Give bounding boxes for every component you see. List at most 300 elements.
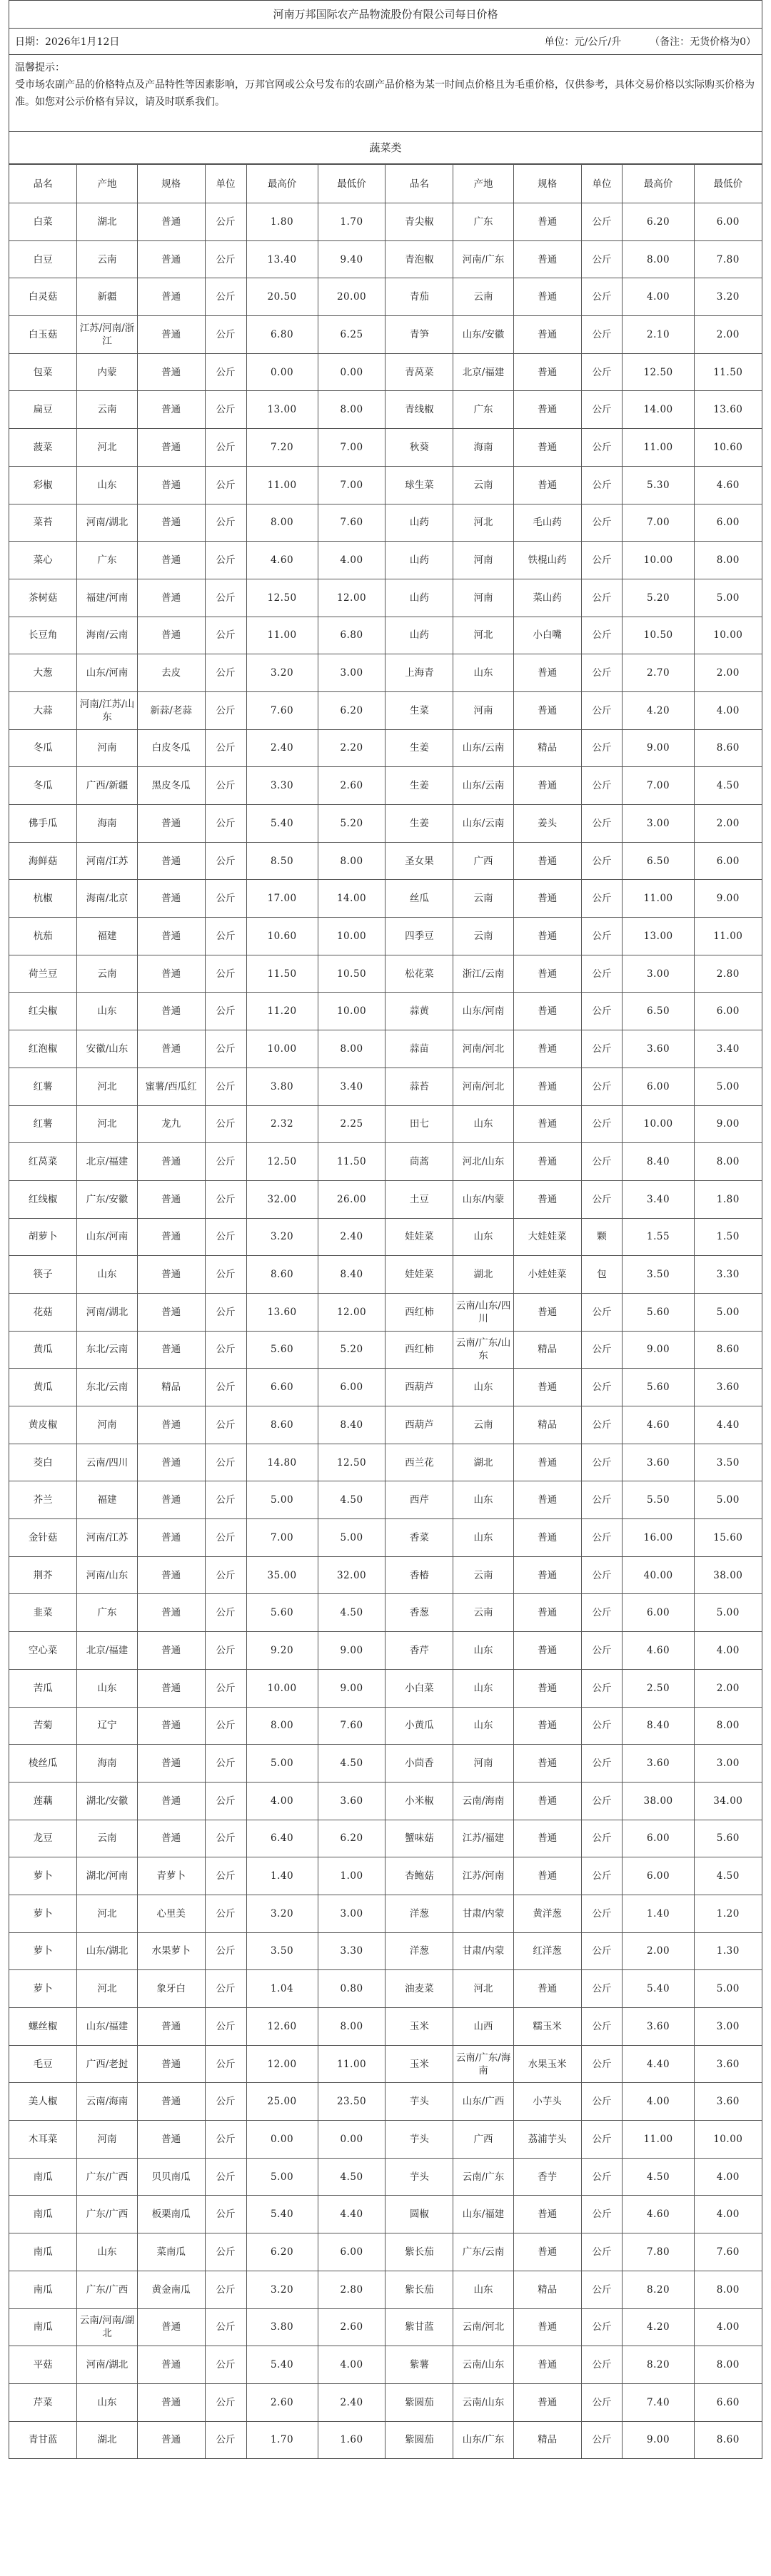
table-cell: 8.00	[623, 240, 694, 278]
table-cell: 山东	[453, 2271, 513, 2308]
table-cell: 芥兰	[9, 1481, 77, 1519]
table-cell: 香芋	[513, 2158, 581, 2196]
table-cell: 糯玉米	[513, 2008, 581, 2046]
table-cell: 6.00	[694, 842, 762, 880]
table-cell: 紫圆茄	[386, 2383, 453, 2421]
section-title: 蔬菜类	[9, 132, 762, 164]
table-cell: 普通	[137, 1218, 205, 1256]
table-cell: 冬瓜	[9, 729, 77, 767]
table-cell: 大葱	[9, 654, 77, 692]
table-cell: 普通	[513, 918, 581, 955]
table-cell: 冬瓜	[9, 767, 77, 805]
table-cell: 普通	[513, 1105, 581, 1143]
table-cell: 云南	[453, 1594, 513, 1632]
table-cell: 普通	[137, 1782, 205, 1820]
table-cell: 14.00	[318, 880, 386, 918]
table-cell: 普通	[137, 880, 205, 918]
table-cell: 公斤	[205, 429, 246, 467]
table-cell: 西红柿	[386, 1293, 453, 1331]
table-cell: 公斤	[581, 1331, 623, 1369]
table-cell: 河南/湖北	[77, 1293, 137, 1331]
table-cell: 7.00	[318, 466, 386, 504]
table-cell: 3.20	[694, 278, 762, 316]
table-cell: 11.00	[246, 617, 318, 654]
table-cell: 海南/北京	[77, 880, 137, 918]
table-cell: 小黄瓜	[386, 1707, 453, 1745]
table-cell: 4.60	[623, 2196, 694, 2233]
table-cell: 公斤	[581, 316, 623, 354]
table-cell: 10.00	[246, 1669, 318, 1707]
table-cell: 10.00	[246, 1030, 318, 1068]
table-cell: 河南	[453, 579, 513, 617]
table-row	[9, 2383, 762, 2421]
table-cell: 黄洋葱	[513, 1895, 581, 1932]
table-cell: 湖北	[453, 1444, 513, 1481]
table-cell: 公斤	[205, 767, 246, 805]
table-cell: 紫甘蓝	[386, 2308, 453, 2346]
table-cell: 普通	[137, 1632, 205, 1670]
column-header: 产地	[453, 165, 513, 203]
table-cell: 普通	[137, 240, 205, 278]
table-cell: 生姜	[386, 767, 453, 805]
table-cell: 0.00	[246, 2121, 318, 2159]
table-cell: 8.00	[694, 1707, 762, 1745]
table-cell: 公斤	[581, 1782, 623, 1820]
table-cell: 8.00	[694, 542, 762, 579]
table-cell: 2.00	[623, 1932, 694, 1970]
table-cell: 3.50	[694, 1444, 762, 1481]
table-cell: 普通	[137, 1143, 205, 1181]
table-cell: 河北	[453, 617, 513, 654]
table-cell: 山东	[77, 2233, 137, 2271]
table-cell: 38.00	[623, 1782, 694, 1820]
table-cell: 河南/江苏	[77, 842, 137, 880]
table-cell: 3.60	[694, 1369, 762, 1406]
table-cell: 1.40	[623, 1895, 694, 1932]
table-cell: 10.60	[694, 429, 762, 467]
table-cell: 云南/河南/湖北	[77, 2308, 137, 2346]
table-cell: 内蒙	[77, 353, 137, 391]
table-cell: 4.60	[694, 466, 762, 504]
table-cell: 河北/山东	[453, 1143, 513, 1181]
table-cell: 公斤	[581, 1406, 623, 1444]
table-cell: 普通	[513, 1444, 581, 1481]
table-cell: 松花菜	[386, 955, 453, 993]
table-cell: 普通	[513, 278, 581, 316]
table-cell: 精品	[513, 2271, 581, 2308]
table-cell: 山东	[453, 1632, 513, 1670]
column-header: 规格	[513, 165, 581, 203]
table-cell: 9.00	[623, 2421, 694, 2458]
table-cell: 8.60	[246, 1256, 318, 1294]
table-cell: 湖北/河南	[77, 1857, 137, 1895]
table-row	[9, 1970, 762, 2008]
table-cell: 公斤	[205, 1030, 246, 1068]
table-row	[9, 1331, 762, 1369]
table-cell: 青萝卜	[137, 1857, 205, 1895]
table-cell: 0.00	[246, 353, 318, 391]
table-cell: 普通	[137, 805, 205, 843]
table-cell: 山东/福建	[77, 2008, 137, 2046]
table-cell: 黄皮椒	[9, 1406, 77, 1444]
table-cell: 5.00	[246, 1745, 318, 1783]
column-header: 品名	[386, 165, 453, 203]
table-cell: 公斤	[581, 955, 623, 993]
table-cell: 公斤	[205, 1331, 246, 1369]
table-cell: 蒜黄	[386, 993, 453, 1030]
table-cell: 山东/福建	[453, 2196, 513, 2233]
table-cell: 山东/安徽	[453, 316, 513, 354]
table-cell: 洋葱	[386, 1932, 453, 1970]
table-cell: 公斤	[581, 1594, 623, 1632]
table-cell: 普通	[513, 1481, 581, 1519]
table-cell: 红尖椒	[9, 993, 77, 1030]
table-cell: 6.25	[318, 316, 386, 354]
table-cell: 公斤	[205, 2346, 246, 2384]
table-cell: 7.40	[623, 2383, 694, 2421]
table-row	[9, 842, 762, 880]
table-cell: 普通	[137, 2045, 205, 2083]
table-cell: 2.00	[694, 316, 762, 354]
table-cell: 12.50	[318, 1444, 386, 1481]
table-cell: 公斤	[581, 767, 623, 805]
table-cell: 4.00	[694, 2196, 762, 2233]
table-cell: 云南	[453, 466, 513, 504]
table-cell: 普通	[137, 842, 205, 880]
table-row	[9, 1707, 762, 1745]
table-cell: 公斤	[581, 2083, 623, 2121]
table-row	[9, 617, 762, 654]
table-cell: 公斤	[581, 466, 623, 504]
table-cell: 山东	[453, 654, 513, 692]
table-cell: 6.20	[246, 2233, 318, 2271]
table-row	[9, 1895, 762, 1932]
table-cell: 公斤	[205, 1068, 246, 1105]
table-cell: 河南	[453, 1745, 513, 1783]
table-cell: 公斤	[205, 955, 246, 993]
table-cell: 普通	[513, 1293, 581, 1331]
table-cell: 西红柿	[386, 1331, 453, 1369]
table-cell: 蟹味菇	[386, 1820, 453, 1857]
table-cell: 莲藕	[9, 1782, 77, 1820]
table-cell: 公斤	[205, 993, 246, 1030]
table-cell: 5.40	[623, 1970, 694, 2008]
table-cell: 云南/海南	[453, 1782, 513, 1820]
table-row	[9, 2121, 762, 2159]
table-cell: 红洋葱	[513, 1932, 581, 1970]
table-cell: 5.00	[694, 1481, 762, 1519]
table-cell: 12.00	[318, 1293, 386, 1331]
table-cell: 河南/山东	[77, 1556, 137, 1594]
table-cell: 普通	[513, 767, 581, 805]
table-cell: 杭椒	[9, 880, 77, 918]
table-cell: 5.60	[623, 1293, 694, 1331]
table-cell: 公斤	[205, 1519, 246, 1557]
table-cell: 小芋头	[513, 2083, 581, 2121]
table-cell: 安徽/山东	[77, 1030, 137, 1068]
table-cell: 萝卜	[9, 1970, 77, 2008]
table-cell: 普通	[513, 1594, 581, 1632]
table-cell: 普通	[137, 391, 205, 429]
table-cell: 4.50	[318, 2158, 386, 2196]
table-cell: 黑皮冬瓜	[137, 767, 205, 805]
table-cell: 公斤	[205, 504, 246, 542]
table-cell: 公斤	[581, 2308, 623, 2346]
table-cell: 扁豆	[9, 391, 77, 429]
table-cell: 公斤	[205, 2196, 246, 2233]
table-cell: 4.20	[623, 691, 694, 729]
table-cell: 3.30	[694, 1256, 762, 1294]
table-cell: 6.60	[694, 2383, 762, 2421]
table-cell: 公斤	[581, 1857, 623, 1895]
table-cell: 1.55	[623, 1218, 694, 1256]
table-cell: 公斤	[205, 1970, 246, 2008]
table-cell: 普通	[513, 1632, 581, 1670]
table-cell: 红莴菜	[9, 1143, 77, 1181]
table-cell: 普通	[513, 993, 581, 1030]
table-row	[9, 2346, 762, 2384]
table-cell: 西兰花	[386, 1444, 453, 1481]
table-cell: 云南/山东	[453, 2383, 513, 2421]
table-cell: 香葱	[386, 1594, 453, 1632]
table-cell: 公斤	[205, 880, 246, 918]
table-cell: 芋头	[386, 2083, 453, 2121]
table-row	[9, 1180, 762, 1218]
meta-bar	[9, 29, 762, 55]
table-cell: 平菇	[9, 2346, 77, 2384]
table-cell: 广东/安徽	[77, 1180, 137, 1218]
table-cell: 公斤	[581, 2008, 623, 2046]
table-cell: 公斤	[581, 1293, 623, 1331]
table-cell: 12.00	[318, 579, 386, 617]
table-cell: 普通	[513, 1556, 581, 1594]
table-cell: 云南/四川	[77, 1444, 137, 1481]
table-cell: 山东	[453, 1707, 513, 1745]
table-cell: 广东/广西	[77, 2271, 137, 2308]
table-cell: 23.50	[318, 2083, 386, 2121]
table-row	[9, 1143, 762, 1181]
table-cell: 公斤	[581, 654, 623, 692]
table-row	[9, 466, 762, 504]
table-cell: 北京/福建	[77, 1632, 137, 1670]
table-cell: 2.10	[623, 316, 694, 354]
table-row	[9, 1820, 762, 1857]
table-cell: 7.60	[318, 1707, 386, 1745]
table-row	[9, 1745, 762, 1783]
table-cell: 普通	[137, 466, 205, 504]
table-cell: 普通	[513, 316, 581, 354]
table-cell: 8.00	[318, 2008, 386, 2046]
table-cell: 11.00	[318, 2045, 386, 2083]
column-header: 最高价	[623, 165, 694, 203]
table-cell: 8.00	[694, 2271, 762, 2308]
table-cell: 白豆	[9, 240, 77, 278]
table-cell: 普通	[137, 278, 205, 316]
table-cell: 13.40	[246, 240, 318, 278]
table-cell: 4.50	[694, 767, 762, 805]
table-row	[9, 353, 762, 391]
table-cell: 山东/内蒙	[453, 1180, 513, 1218]
table-cell: 河南/江苏/山东	[77, 691, 137, 729]
table-cell: 公斤	[581, 1745, 623, 1783]
table-cell: 姜头	[513, 805, 581, 843]
table-cell: 3.60	[318, 1782, 386, 1820]
table-row	[9, 316, 762, 354]
table-cell: 7.60	[694, 2233, 762, 2271]
table-cell: 玉米	[386, 2045, 453, 2083]
table-cell: 山药	[386, 617, 453, 654]
table-cell: 普通	[513, 2233, 581, 2271]
table-cell: 河南/广东	[453, 240, 513, 278]
table-cell: 普通	[513, 1519, 581, 1557]
table-row	[9, 729, 762, 767]
table-row	[9, 1519, 762, 1557]
notice-text: 受市场农副产品的价格特点及产品特性等因素影响，万邦官网或公众号发布的农副产品价格为某一时间点价格且为毛重价格，仅供参考，具体交易价格以实际购买价格为准。如您对公示价格有异议，请及时联系我们。	[15, 79, 755, 108]
table-cell: 32.00	[318, 1556, 386, 1594]
table-cell: 公斤	[581, 1105, 623, 1143]
table-cell: 山东	[77, 993, 137, 1030]
table-cell: 5.00	[246, 1481, 318, 1519]
table-cell: 6.20	[318, 1820, 386, 1857]
table-cell: 广东	[77, 542, 137, 579]
table-cell: 南瓜	[9, 2271, 77, 2308]
table-cell: 公斤	[205, 353, 246, 391]
table-cell: 公斤	[205, 1632, 246, 1670]
table-row	[9, 203, 762, 241]
table-cell: 公斤	[581, 1707, 623, 1745]
table-cell: 公斤	[581, 429, 623, 467]
table-cell: 普通	[137, 1293, 205, 1331]
table-cell: 云南	[77, 240, 137, 278]
table-cell: 8.00	[318, 1030, 386, 1068]
table-cell: 普通	[513, 2383, 581, 2421]
table-cell: 公斤	[581, 353, 623, 391]
table-cell: 芹菜	[9, 2383, 77, 2421]
table-cell: 9.20	[246, 1632, 318, 1670]
table-cell: 青甘蓝	[9, 2421, 77, 2458]
table-cell: 小白菜	[386, 1669, 453, 1707]
table-cell: 云南	[453, 1556, 513, 1594]
table-cell: 山东	[453, 1218, 513, 1256]
note-label: （备注：无货价格为0）	[650, 36, 756, 48]
table-cell: 普通	[513, 1143, 581, 1181]
table-cell: 12.00	[246, 2045, 318, 2083]
table-cell: 萝卜	[9, 1895, 77, 1932]
table-cell: 8.40	[318, 1256, 386, 1294]
table-cell: 东北/云南	[77, 1331, 137, 1369]
table-cell: 公斤	[205, 1556, 246, 1594]
table-cell: 9.00	[623, 1331, 694, 1369]
table-cell: 普通	[513, 429, 581, 467]
table-cell: 5.00	[694, 1068, 762, 1105]
table-cell: 普通	[137, 2008, 205, 2046]
table-cell: 河南/湖北	[77, 2346, 137, 2384]
table-cell: 17.00	[246, 880, 318, 918]
table-cell: 3.20	[246, 1895, 318, 1932]
table-cell: 广东/广西	[77, 2158, 137, 2196]
table-cell: 红薯	[9, 1105, 77, 1143]
table-cell: 2.60	[318, 767, 386, 805]
table-cell: 普通	[137, 1669, 205, 1707]
table-row	[9, 2233, 762, 2271]
table-cell: 苦瓜	[9, 1669, 77, 1707]
table-cell: 河南	[453, 542, 513, 579]
table-cell: 20.00	[318, 278, 386, 316]
table-cell: 海南	[453, 429, 513, 467]
table-cell: 普通	[513, 353, 581, 391]
table-cell: 普通	[137, 2308, 205, 2346]
table-cell: 1.04	[246, 1970, 318, 2008]
table-cell: 7.60	[318, 504, 386, 542]
table-cell: 普通	[137, 316, 205, 354]
table-cell: 金针菇	[9, 1519, 77, 1557]
table-cell: 10.00	[318, 918, 386, 955]
table-cell: 5.00	[694, 1594, 762, 1632]
table-cell: 公斤	[205, 1105, 246, 1143]
table-cell: 西葫芦	[386, 1406, 453, 1444]
table-cell: 公斤	[205, 1707, 246, 1745]
table-cell: 公斤	[205, 1820, 246, 1857]
table-cell: 毛豆	[9, 2045, 77, 2083]
table-cell: 10.60	[246, 918, 318, 955]
table-cell: 6.00	[694, 203, 762, 241]
table-cell: 公斤	[581, 2421, 623, 2458]
table-cell: 16.00	[623, 1519, 694, 1557]
table-cell: 福建	[77, 918, 137, 955]
table-cell: 山东	[77, 466, 137, 504]
table-cell: 3.60	[694, 2045, 762, 2083]
table-cell: 3.40	[318, 1068, 386, 1105]
table-cell: 新疆	[77, 278, 137, 316]
table-cell: 2.00	[694, 654, 762, 692]
table-cell: 普通	[513, 2196, 581, 2233]
table-cell: 筷子	[9, 1256, 77, 1294]
table-cell: 5.50	[623, 1481, 694, 1519]
table-cell: 公斤	[205, 617, 246, 654]
table-cell: 荆芥	[9, 1556, 77, 1594]
table-cell: 萝卜	[9, 1857, 77, 1895]
table-cell: 小娃娃菜	[513, 1256, 581, 1294]
table-cell: 甘肃/内蒙	[453, 1932, 513, 1970]
table-cell: 1.50	[694, 1218, 762, 1256]
table-cell: 40.00	[623, 1556, 694, 1594]
table-cell: 福建	[77, 1481, 137, 1519]
table-cell: 普通	[137, 1820, 205, 1857]
table-cell: 15.60	[694, 1519, 762, 1557]
table-cell: 象牙白	[137, 1970, 205, 2008]
table-cell: 球生菜	[386, 466, 453, 504]
table-cell: 新蒜/老蒜	[137, 691, 205, 729]
table-cell: 公斤	[205, 1143, 246, 1181]
table-cell: 龙豆	[9, 1820, 77, 1857]
table-cell: 1.60	[318, 2421, 386, 2458]
table-cell: 11.20	[246, 993, 318, 1030]
table-cell: 上海青	[386, 654, 453, 692]
table-cell: 公斤	[205, 1256, 246, 1294]
table-cell: 公斤	[205, 2083, 246, 2121]
table-cell: 公斤	[205, 2233, 246, 2271]
table-cell: 公斤	[205, 2121, 246, 2159]
table-cell: 2.40	[246, 729, 318, 767]
column-header: 单位	[205, 165, 246, 203]
table-cell: 9.40	[318, 240, 386, 278]
table-cell: 普通	[137, 1745, 205, 1783]
table-cell: 木耳菜	[9, 2121, 77, 2159]
table-cell: 1.30	[694, 1932, 762, 1970]
table-cell: 4.40	[623, 2045, 694, 2083]
table-cell: 河南/江苏	[77, 1519, 137, 1557]
table-cell: 普通	[513, 2346, 581, 2384]
